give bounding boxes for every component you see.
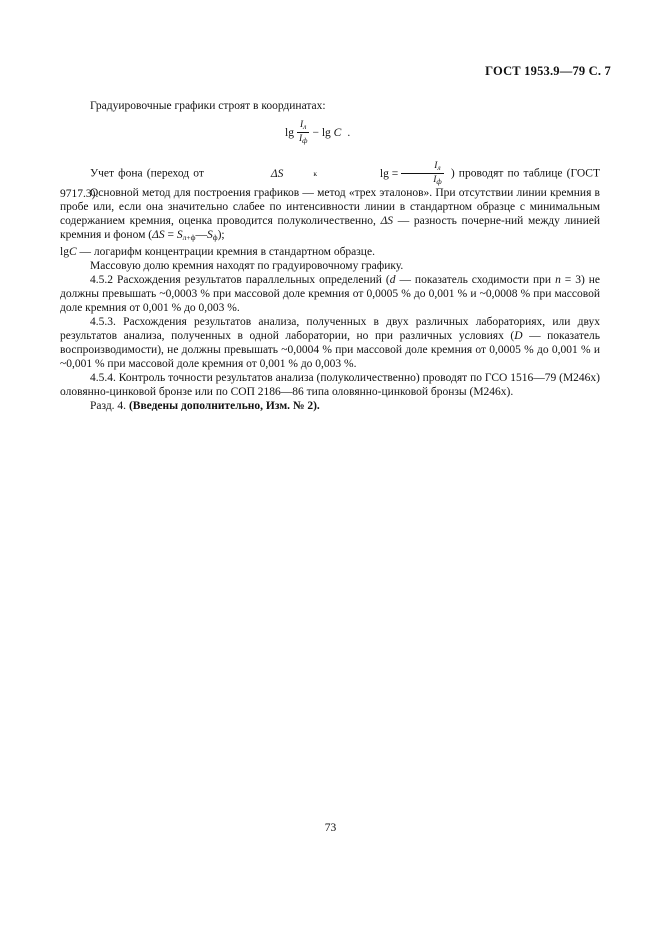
formula-var-c: C	[333, 127, 342, 139]
paragraph-lgc: lgC — логарифм концентрации кремния в стандартном образце.	[60, 246, 375, 258]
formula-coordinates: lg $\frac{I_л}{I_ф}$ − lg C .	[285, 120, 351, 145]
paragraph-mass-fraction: Массовую долю кремния находят по градуировочному графику.	[90, 260, 404, 272]
paragraph-main-method: Основной метод для построения графиков — метод «трех эталонов». При отсутствии линии кремния в пробе или, если она значительно слабее по интенсивности линии в стандартном образце с минимальным содержанием кремния, оценка проводится полуколичественно, ΔS — разность почерне-ний между линией кремния и фоном $(\Delta S = S_{л+ф}—S_ф)$;	[60, 187, 600, 242]
formula-fraction: $\frac{I_л}{I_ф}$	[298, 120, 308, 145]
formula-minus-lg: − lg	[312, 127, 331, 139]
formula-lg: lg	[285, 127, 294, 139]
page-number: 73	[324, 822, 337, 834]
page-header-code: ГОСТ 1953.9—79 С. 7	[485, 64, 611, 78]
paragraph-4-5-4: 4.5.4. Контроль точности результатов анализа (полуколичественно) проводят по ГСО 1516—79 (М246х) оловянно-цинковой бронзе или по СОП 2186—86 типа оловянно-цинковой бронзы (М246х).	[60, 372, 600, 398]
paragraph-4-5-3: 4.5.3. Расхождения результатов анализа, полученных в двух различных лабораториях, или двух результатов анализа, полученных в одной лаборатории, но при различных условиях (D — показатель воспроизводимости), не должны превышать ~0,0004 % при массовой доле кремния от 0,0005 % до 0,001 % и ~0,001 % при массовой доле кремния от 0,001 % до 0,003 %.	[60, 316, 601, 370]
paragraph-background: Учет фона (переход от ΔS к lg = $\frac{I_л}{I_ф}$ ) проводят по таблице (ГОСТ 9717.3).	[60, 161, 600, 200]
main-text-block	[60, 186, 600, 413]
paragraph-coordinates	[60, 99, 600, 113]
formula-background: ΔS к lg = $\frac{I_л}{I_ф}$	[270, 161, 442, 186]
paragraph-section-note: Разд. 4. (Введены дополнительно, Изм. № 2).	[90, 400, 320, 412]
paragraph-4-5-2: 4.5.2 Расхождения результатов параллельных определений (d — показатель сходимости при n = 3) не должны превышать ~0,0003 % при массовой доле кремния от 0,0005 % до 0,001 % и ~0,0008 % при массовой доле кремния от 0,001 % до 0,003 %.	[60, 274, 601, 314]
coords-text: Градуировочные графики строят в координатах:	[90, 100, 326, 112]
